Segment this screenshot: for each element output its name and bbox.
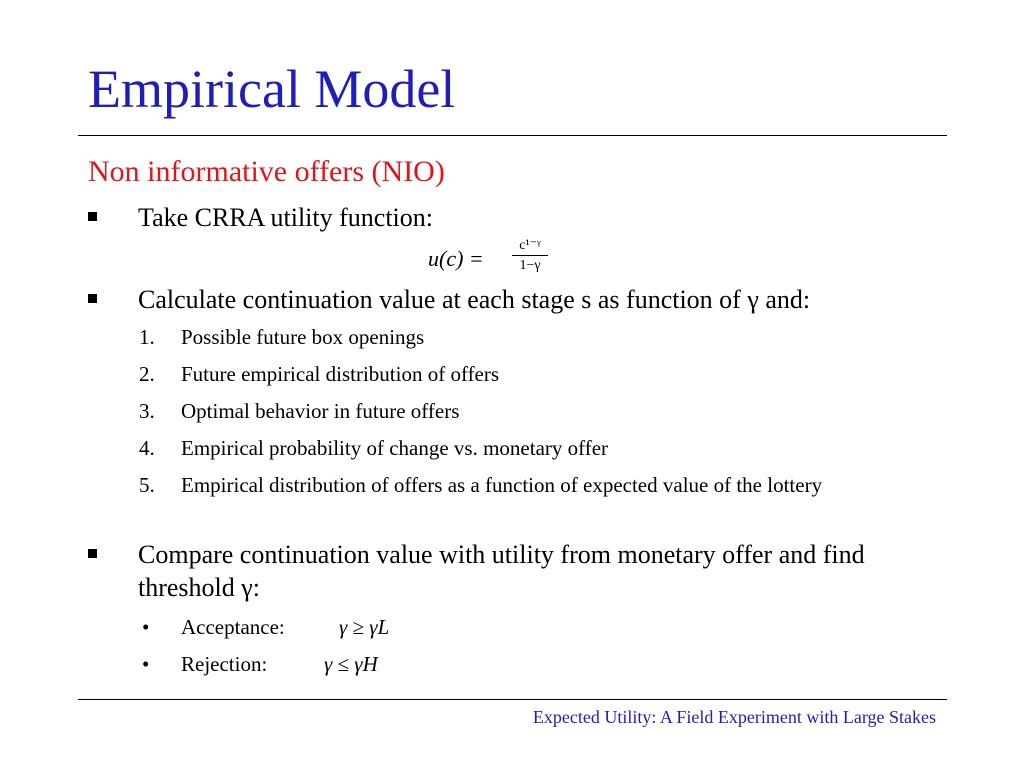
list-number: 2.: [139, 362, 155, 386]
formula-lhs: u(c) =: [428, 246, 484, 271]
condition-expression: γ ≤ γH: [324, 652, 378, 676]
bullet-text: Calculate continuation value at each stage s as function of γ and:: [138, 285, 811, 314]
round-bullet-icon: •: [142, 615, 150, 639]
list-text: Empirical distribution of offers as a function of expected value of the lottery: [181, 473, 823, 497]
list-number: 3.: [139, 399, 155, 423]
list-number: 5.: [139, 473, 155, 497]
bullet-text-line-2: threshold γ:: [138, 573, 260, 602]
square-bullet-icon: [88, 549, 97, 558]
condition-label: Acceptance:: [181, 615, 285, 639]
list-text: Future empirical distribution of offers: [181, 362, 500, 386]
list-text: Optimal behavior in future offers: [181, 399, 460, 423]
formula-fraction: [511, 237, 549, 276]
list-number: 4.: [139, 436, 155, 460]
bullet-text-line-1: Compare continuation value with utility from monetary offer and find: [138, 540, 865, 569]
section-heading: Non informative offers (NIO): [88, 155, 445, 188]
footer-text: Expected Utility: A Field Experiment with Large Stakes: [532, 707, 936, 727]
list-number: 1.: [139, 325, 155, 349]
title-divider: [78, 135, 947, 136]
list-text: Empirical probability of change vs. monetary offer: [181, 436, 609, 460]
bullet-text: Take CRRA utility function:: [138, 203, 434, 232]
footer-divider: [78, 699, 947, 700]
slide-title: Empirical Model: [88, 59, 456, 119]
square-bullet-icon: [88, 212, 97, 221]
formula-numerator: c¹⁻ᵞ: [519, 238, 541, 253]
condition-label: Rejection:: [181, 652, 268, 676]
formula-denominator: 1−γ: [519, 258, 541, 273]
round-bullet-icon: •: [142, 652, 150, 676]
list-text: Possible future box openings: [181, 325, 425, 349]
square-bullet-icon: [88, 294, 97, 303]
condition-expression: γ ≥ γL: [339, 615, 390, 639]
